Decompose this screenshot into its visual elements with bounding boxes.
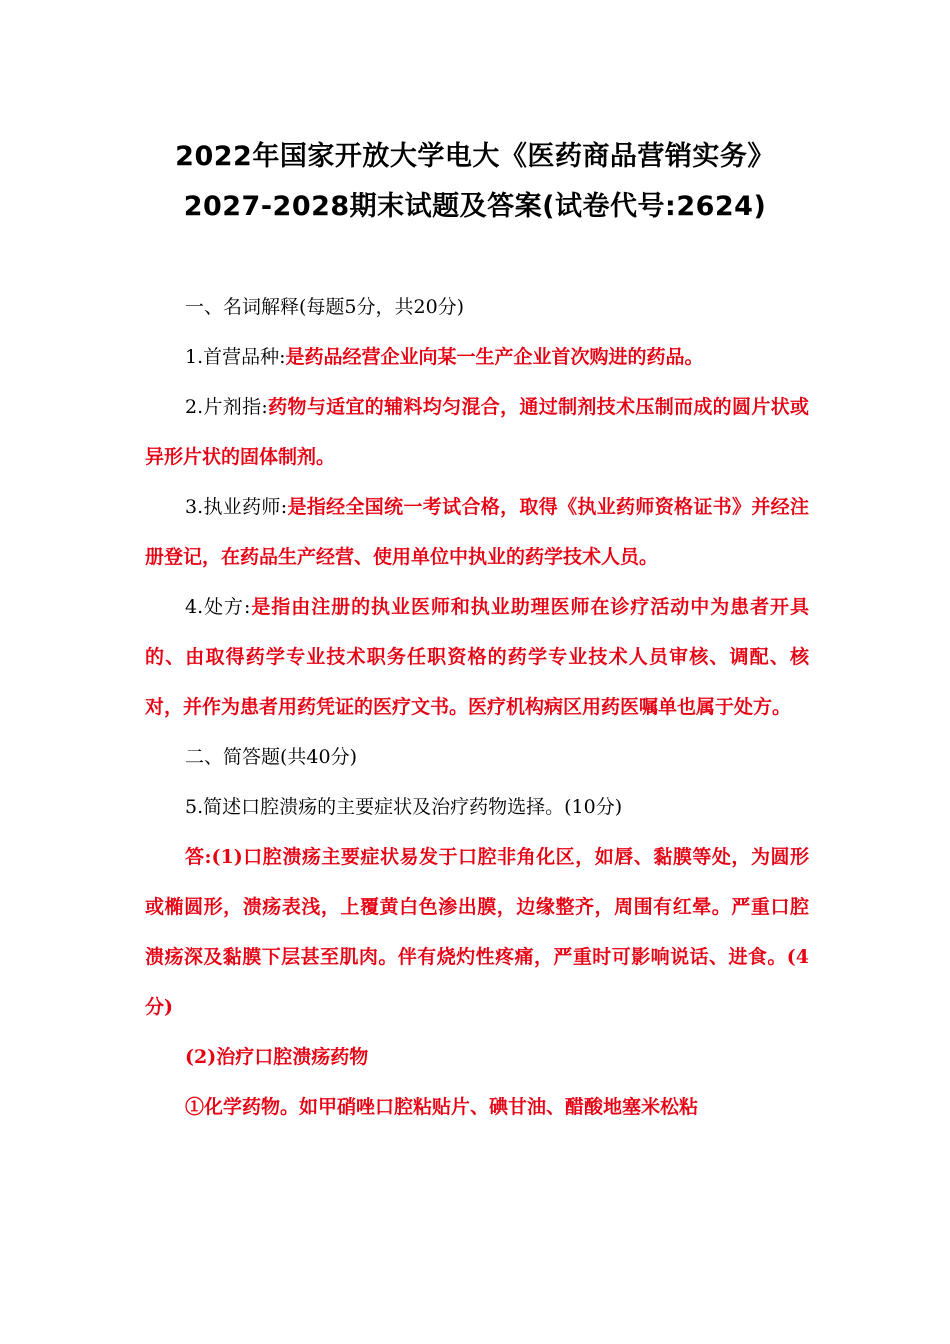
term-item [145,482,809,582]
term-answer: 是指经全国统一考试合格，取得《执业药师资格证书》并经注册登记，在药品生产经营、使用单位中执业的药学技术人员。 [145,496,809,568]
question-5: 5.简述口腔溃疡的主要症状及治疗药物选择。(10分) [185,796,623,818]
document-title-line2: 2027-2028期末试题及答案(试卷代号:2624) [183,191,767,222]
term-label: 3.执业药师: [185,496,288,518]
term-item [145,332,809,382]
term-answer: 药物与适宜的辅料均匀混合，通过制剂技术压制而成的圆片状或异形片状的固体制剂。 [145,396,809,468]
term-label: 4.处方: [185,596,251,618]
answer-5-part2: (2)治疗口腔溃疡药物 [185,1046,369,1068]
term-answer: 是药品经营企业向某一生产企业首次购进的药品。 [285,346,704,368]
document-title-line1: 2022年国家开放大学电大《医药商品营销实务》 [175,141,775,172]
term-item [145,582,809,732]
answer-5-part3: ①化学药物。如甲硝唑口腔粘贴片、碘甘油、醋酸地塞米松粘 [185,1096,699,1118]
answer-5-part1: 答:(1)口腔溃疡主要症状易发于口腔非角化区，如唇、黏膜等处，为圆形或椭圆形，溃疡表浅，上覆黄白色渗出膜，边缘整齐，周围有红晕。严重口腔溃疡深及黏膜下层甚至肌肉。伴有烧灼性疼痛，严重时可影响说话、进食。(4分) [145,846,809,1018]
section1-heading: 一、名词解释(每题5分，共20分) [185,296,465,318]
section2-heading: 二、简答题(共40分) [185,746,358,768]
document-body [145,282,809,1132]
term-label: 2.片剂指: [185,396,268,418]
term-item [145,382,809,482]
term-answer: 是指由注册的执业医师和执业助理医师在诊疗活动中为患者开具的、由取得药学专业技术职务任职资格的药学专业技术人员审核、调配、核对，并作为患者用药凭证的医疗文书。医疗机构病区用药医嘱单也属于处方。 [145,596,809,718]
term-label: 1.首营品种: [185,346,286,368]
